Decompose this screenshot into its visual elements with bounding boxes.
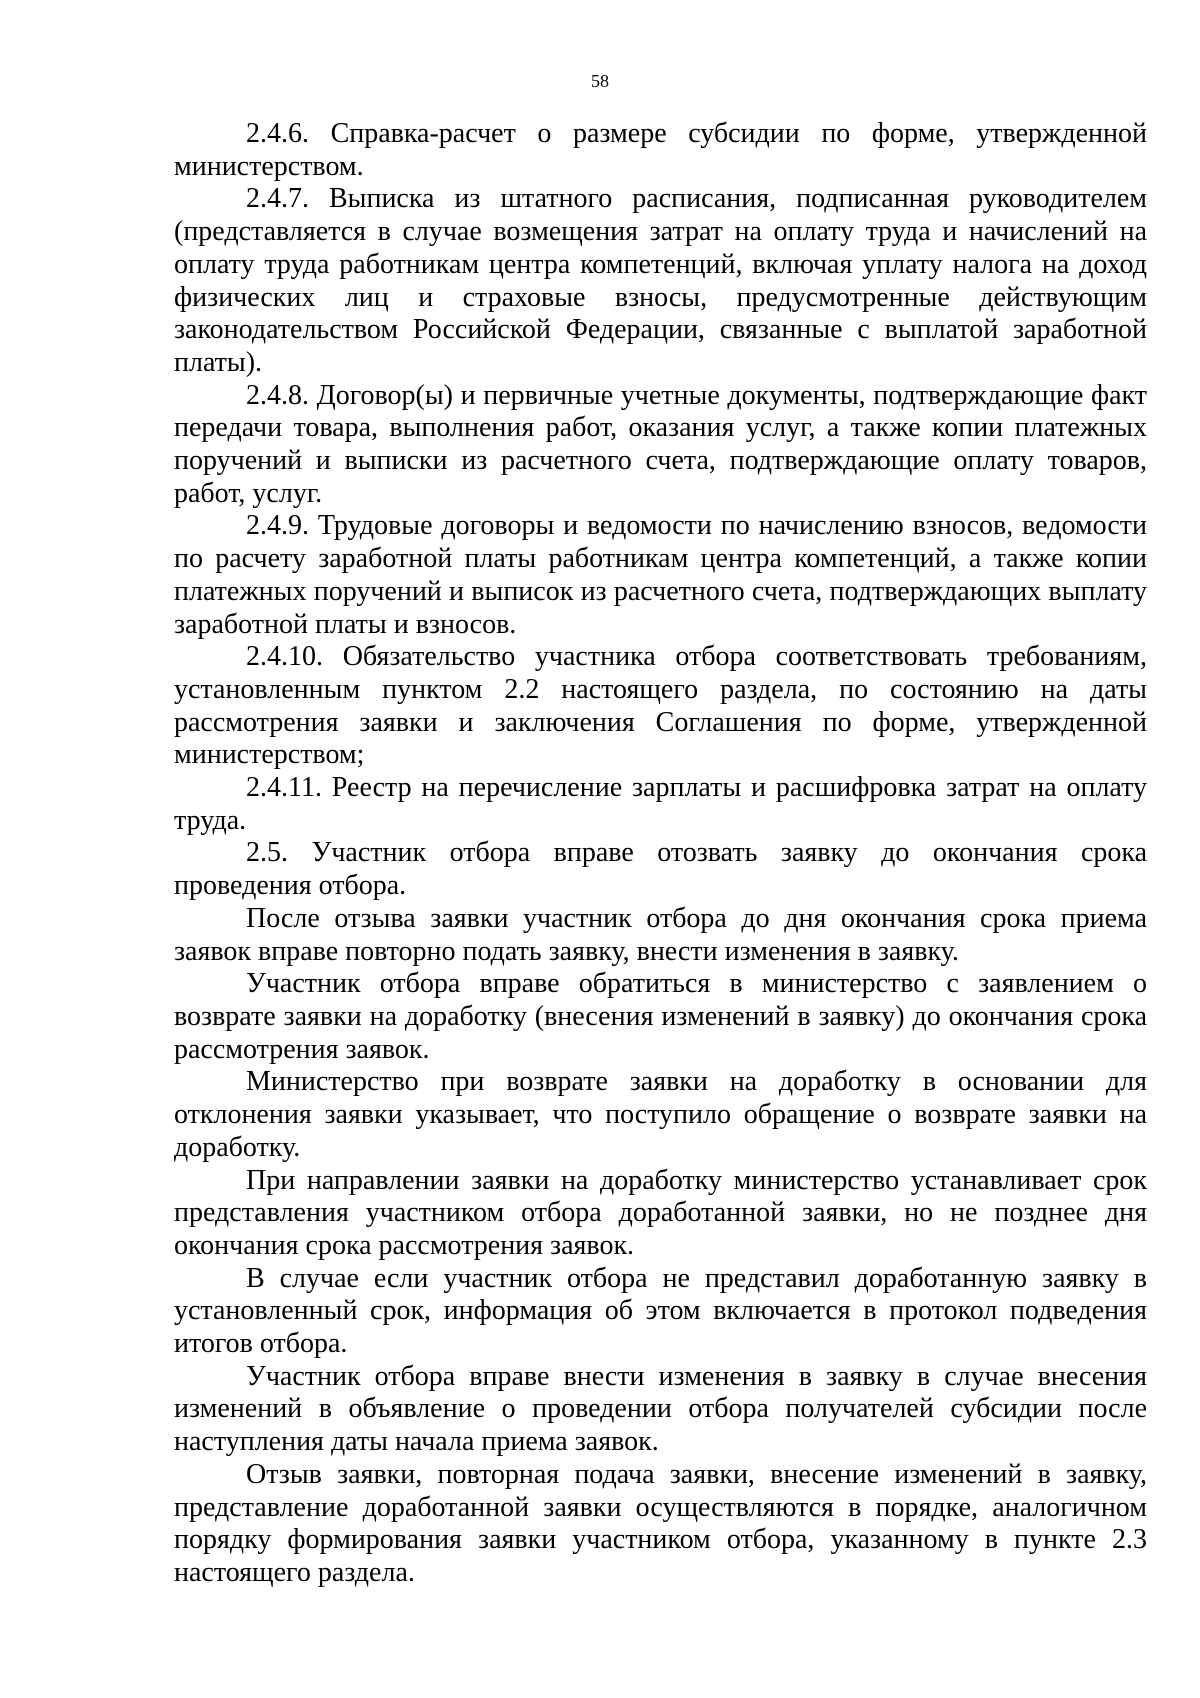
paragraph-withdrawal-resubmit: После отзыва заявки участник отбора до дня окончания срока приема заявок вправе повторно подать заявку, внести изменения в заявку.: [174, 902, 1147, 967]
paragraph-amend-after-notice: Участник отбора вправе внести изменения в заявку в случае внесения изменений в объявление о проведении отбора получателей субсидии после наступления даты начала приема заявок.: [174, 1360, 1147, 1458]
paragraph-ministry-return: Министерство при возврате заявки на доработку в основании для отклонения заявки указывает, что поступило обращение о возврате заявки на доработку.: [174, 1066, 1147, 1163]
paragraph-return-request: Участник отбора вправе обратиться в министерство с заявлением о возврате заявки на доработку (внесения изменений в заявку) до окончания срока рассмотрения заявок.: [174, 968, 1147, 1065]
paragraph-revision-deadline: При направлении заявки на доработку министерство устанавливает срок представления участником отбора доработанной заявки, но не позднее дня окончания срока рассмотрения заявок.: [174, 1164, 1147, 1261]
body-text: [174, 118, 1147, 1590]
paragraph-2-4-6: 2.4.6. Справка-расчет о размере субсидии по форме, утвержденной министерством.: [174, 118, 1147, 182]
paragraph-2-5: 2.5. Участник отбора вправе отозвать заявку до окончания срока проведения отбора.: [174, 837, 1147, 902]
page-number: 58: [591, 71, 609, 91]
paragraph-2-4-11: 2.4.11. Реестр на перечисление зарплаты и расшифровка затрат на оплату труда.: [174, 772, 1147, 836]
paragraph-procedure: Отзыв заявки, повторная подача заявки, внесение изменений в заявку, представление доработанной заявки осуществляются в порядке, аналогичном порядку формирования заявки участником отбора, указанному в пункте 2.3 настоящего раздела.: [174, 1458, 1147, 1588]
paragraph-2-4-9: 2.4.9. Трудовые договоры и ведомости по начислению взносов, ведомости по расчету заработной платы работникам центра компетенций, а также копии платежных поручений и выписок из расчетного счета, подтверждающих выплату заработной платы и взносов.: [174, 510, 1147, 640]
paragraph-2-4-8: 2.4.8. Договор(ы) и первичные учетные документы, подтверждающие факт передачи товара, выполнения работ, оказания услуг, а также копии платежных поручений и выписки из расчетного счета, подтверждающие оплату товаров, работ, услуг.: [174, 379, 1147, 509]
paragraph-not-submitted: В случае если участник отбора не представил доработанную заявку в установленный срок, информация об этом включается в протокол подведения итогов отбора.: [174, 1262, 1147, 1360]
paragraph-2-4-7: 2.4.7. Выписка из штатного расписания, подписанная руководителем (представляется в случае возмещения затрат на оплату труда и начислений на оплату труда работникам центра компетенций, включая уплату налога на доход физических лиц и страховые взносы, предусмотренные действующим законодательством Российской Федерации, связанные с выплатой заработной платы).: [174, 183, 1147, 378]
paragraph-2-4-10: 2.4.10. Обязательство участника отбора соответствовать требованиям, установленным пунктом 2.2 настоящего раздела, по состоянию на даты рассмотрения заявки и заключения Соглашения по форме, утвержденной министерством;: [174, 641, 1147, 771]
